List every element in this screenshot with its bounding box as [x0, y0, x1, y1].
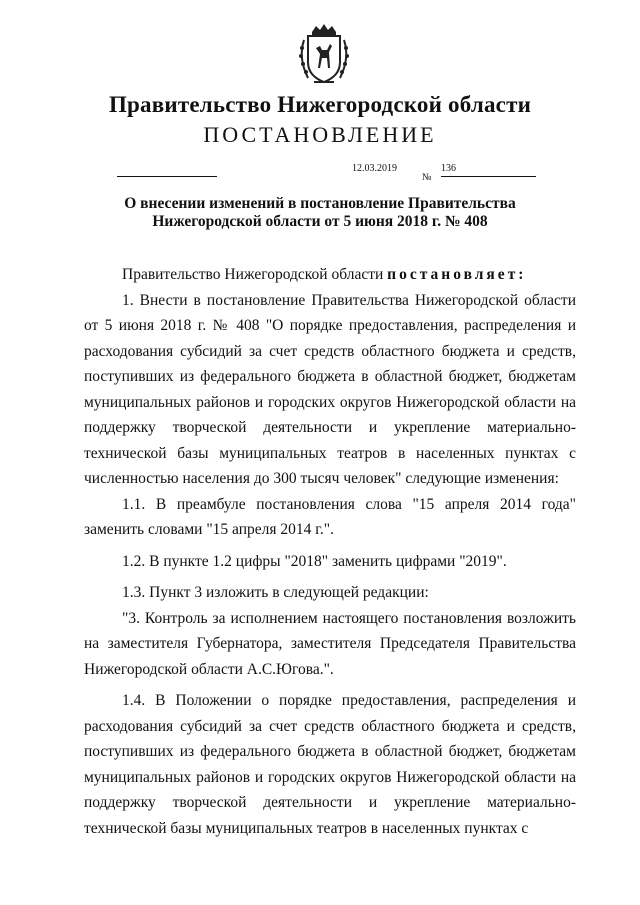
paragraph-1: 1. Внести в постановление Правительства Нижегородской области от 5 июня 2018 г. № 408 "О порядке предоставления, распределения и расходования субсидий за счет средств областного бюджета и средств, поступивших из федерального бюджета в областной бюджет, бюджетам муниципальных районов и городских округов Нижегородской области на поддержку творческой деятельности и укрепление материально-технической базы муниципальных театров в населенных пунктах с численностью населения до 300 тысяч человек" следующие изменения:	[84, 291, 576, 487]
organization-name: Правительство Нижегородской области	[108, 92, 532, 117]
number-underline	[441, 176, 536, 177]
document-title	[60, 195, 580, 231]
date-underline-left	[117, 176, 217, 177]
title-line-1: О внесении изменений в постановление Правительства	[124, 195, 516, 212]
paragraph-1-4: 1.4. В Положении о порядке предоставления, распределения и расходования субсидий за счет средств областного бюджета и средств, поступивших из федерального бюджета в областной бюджет, бюджетам муниципальных районов и городских округов Нижегородской области на поддержку творческой деятельности и укрепление материально-технической базы муниципальных театров в населенных пунктах с	[84, 692, 576, 837]
document-date: 12.03.2019	[352, 163, 397, 174]
paragraph-1-3-quote: "3. Контроль за исполнением настоящего постановления возложить на заместителя Губернатора, заместителя Председателя Правительства Нижегородской области А.С.Югова.".	[84, 609, 576, 678]
paragraph-1-3: 1.3. Пункт 3 изложить в следующей редакции:	[122, 584, 429, 601]
document-body	[84, 262, 576, 841]
number-label: №	[422, 172, 432, 183]
paragraph-1-2: 1.2. В пункте 1.2 цифры "2018" заменить цифрами "2019".	[122, 552, 507, 570]
title-line-2: Нижегородской области от 5 июня 2018 г. № 408	[152, 213, 488, 230]
paragraph-1-1: 1.1. В преамбуле постановления слова "15 апреля 2014 года" заменить словами "15 апреля 2014 г.".	[84, 495, 576, 538]
coat-of-arms-emblem	[294, 22, 354, 86]
document-number: 136	[441, 163, 456, 174]
document-type: ПОСТАНОВЛЕНИЕ	[203, 122, 437, 147]
intro-paragraph	[84, 262, 576, 288]
intro-verb: постановляет:	[387, 266, 527, 283]
intro-lead: Правительство Нижегородской области	[122, 266, 384, 283]
